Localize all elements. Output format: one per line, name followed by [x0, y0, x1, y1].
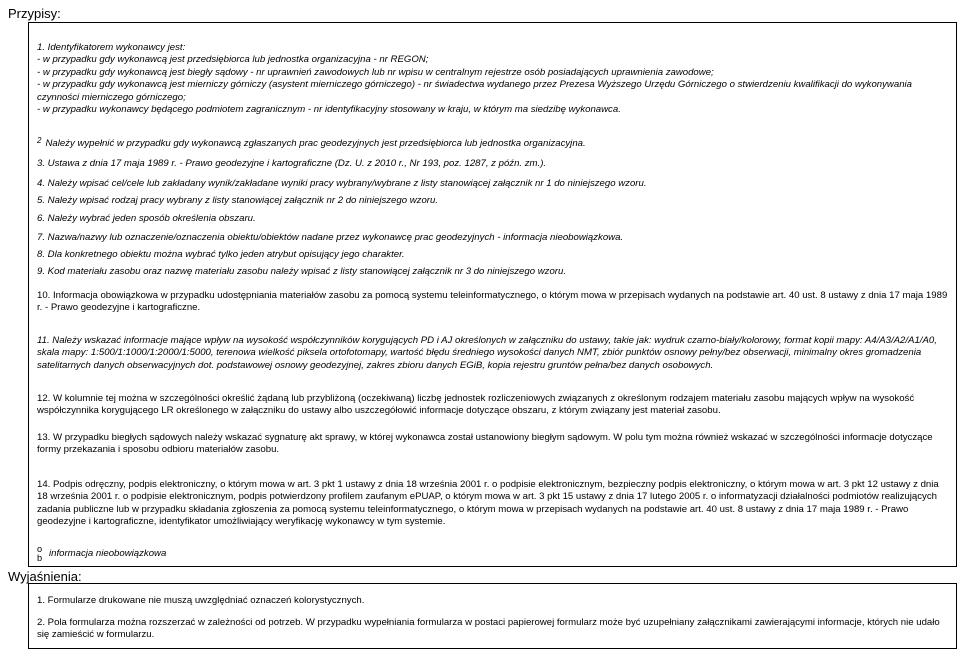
footnote-5: 5. Należy wpisać rodzaj pracy wybrany z listy stanowiącej załącznik nr 2 do niniejszego wzoru. [37, 195, 438, 206]
footnote-1-item-a: - w przypadku gdy wykonawcą jest przedsiębiorca lub jednostka organizacyjna - nr REGON; [37, 54, 429, 66]
footnote-11: 11. Należy wskazać informacje mające wpływ na wysokość współczynników korygujących PD i AJ określonych w załączniku do ustawy, takie jak: wydruk czarno-biały/kolorowy, format kopii mapy: A4/A3/A2/A1/A0, skala mapy: 1:500/1:1000/1:2000/1:5000, terenowa wielkość piksela ortofotomapy, wartość błędu średniego wysokości danych NMT, zbiór punktów osnowy pełny/bez obserwacji, minimalny okres gromadzenia satelitarnych danych obserwacyjnych dot. podstawowej osnowy geodezyjnej, zakres zbioru danych EGiB, kopia rejestru gruntów pełna/bez danych osobowych. [37, 335, 937, 371]
footnote-3: 3. Ustawa z dnia 17 maja 1989 r. - Prawo geodezyjne i kartograficzne (Dz. U. z 2010 r., Nr 193, poz. 1287, z późn. zm.). [37, 158, 547, 169]
explanation-2: 2. Pola formularza można rozszerzać w zależności od potrzeb. W przypadku wypełniania formularza w postaci papierowej formularz może być uzupełniany załącznikami zawierającymi informacje, których nie udało się zamieścić w formularzu. [37, 617, 940, 641]
footnote-9: 9. Kod materiału zasobu oraz nazwę materiału zasobu należy wpisać z listy stanowiącej załącznik nr 3 do niniejszego wzoru. [37, 266, 566, 277]
footnote-2-text: Należy wypełnić w przypadku gdy wykonawcą zgłaszanych prac geodezyjnych jest przedsiębiorca lub jednostka organizacyjna. [45, 138, 586, 149]
optional-info-label: informacja nieobowiązkowa [49, 548, 167, 559]
explanations-heading: Wyjaśnienia: [8, 569, 82, 584]
footnote-6: 6. Należy wybrać jeden sposób określenia obszaru. [37, 213, 256, 224]
footnote-1-title: 1. Identyfikatorem wykonawcy jest: [37, 42, 186, 53]
footnotes-heading: Przypisy: [8, 6, 61, 21]
footnote-1 [37, 42, 949, 116]
footnote-2 [37, 138, 949, 150]
footnote-13: 13. W przypadku biegłych sądowych należy wskazać sygnaturę akt sprawy, w której wykonawca został ustanowiony biegłym sądowym. W polu tym można również wskazać w szczególności informacje dotyczące formy przekazania i sposobu odbioru materiałów zasobu. [37, 432, 933, 456]
footnote-10: 10. Informacja obowiązkowa w przypadku udostępniania materiałów zasobu za pomocą systemu teleinformatycznego, o którym mowa w przepisach wydanych na podstawie art. 40 ust. 8 ustawy z dnia 17 maja 1989 r. - Prawo geodezyjne i kartograficzne. [37, 290, 948, 314]
footnote-1-item-d: - w przypadku wykonawcy będącego podmiotem zagranicznym - nr identyfikacyjny stosowany w kraju, w którym ma siedzibę wykonawca. [37, 104, 621, 116]
footnote-8: 8. Dla konkretnego obiektu można wybrać tylko jeden atrybut opisujący jego charakter. [37, 249, 405, 260]
footnote-14: 14. Podpis odręczny, podpis elektroniczny, o którym mowa w art. 3 pkt 1 ustawy z dnia 18 września 2001 r. o podpisie elektronicznym, bezpieczny podpis elektroniczny, o którym mowa w art. 3 pkt 12 ustawy z dnia 18 września 2001 r. o podpisie elektronicznym, podpis potwierdzony profilem zaufanym ePUAP, o którym mowa w art. 3 pkt 15 ustawy z dnia 17 lutego 2005 r. o informatyzacji działalności podmiotów realizujących zadania publiczne lub w przypadku składania zgłoszenia za pomocą systemu teleinformatycznego, o którym mowa w przepisach wydanych na podstawie art. 40 ust. 8 ustawy z dnia 17 maja 1989 r. - Prawo geodezyjne i kartograficzne, identyfikator umożliwiający weryfikację wykonawcy w tym systemie. [37, 479, 939, 528]
explanation-1: 1. Formularze drukowane nie muszą uwzględniać oznaczeń kolorystycznych. [37, 595, 365, 606]
footnote-7: 7. Nazwa/nazwy lub oznaczenie/oznaczenia obiektu/obiektów nadane przez wykonawcę prac geodezyjnych - informacja nieobowiązkowa. [37, 232, 624, 243]
optional-marker: o b [37, 544, 43, 563]
footnote-4: 4. Należy wpisać cel/cele lub zakładany wynik/zakładane wyniki pracy wybrany/wybrane z listy stanowiącej załącznik nr 1 do niniejszego wzoru. [37, 178, 647, 189]
footnote-12: 12. W kolumnie tej można w szczególności określić żądaną lub przybliżoną (oczekiwaną) liczbę jednostek rozliczeniowych związanych z określonym rodzajem materiału zasobu mających wpływ na wysokość współczynnika korygującego LR określonego w załączniku do ustawy albo uszczegółowić informacje dotyczące obszaru, z którym związany jest materiał zasobu. [37, 393, 915, 417]
footnote-2-mark: 2 [37, 136, 42, 145]
footnote-1-item-b: - w przypadku gdy wykonawcą jest biegły sądowy - nr uprawnień zawodowych lub nr wpisu w centralnym rejestrze osób posiadających uprawnienia zawodowe; [37, 66, 714, 78]
footnote-1-item-c: - w przypadku gdy wykonawcą jest mierniczy górniczy (asystent mierniczego górniczego) - nr świadectwa wydanego przez Prezesa Wyższego Urzędu Górniczego o stwierdzeniu kwalifikacji do wykonywania czynności mierniczego górniczego; [37, 79, 912, 103]
